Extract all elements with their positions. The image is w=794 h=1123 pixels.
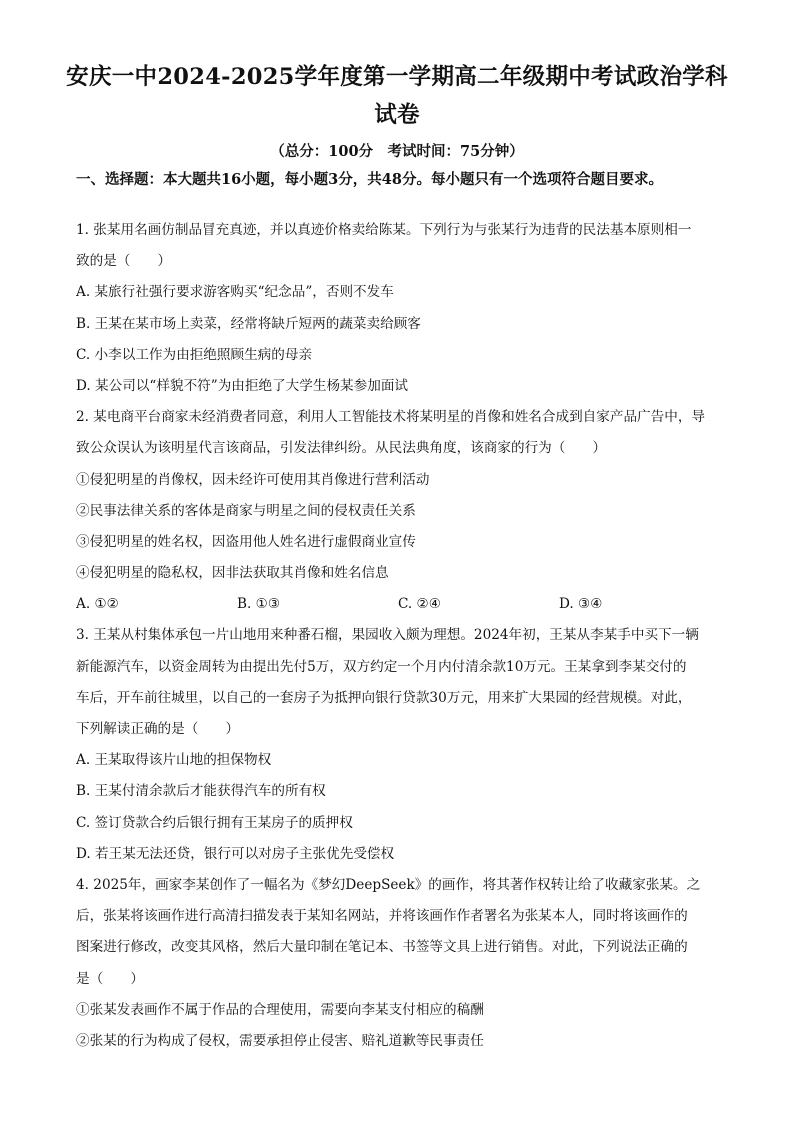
text-line: 后，张某将该画作进行高清扫描发表于某知名网站，并将该画作作者署名为张某本人，同时将该画作的 bbox=[76, 908, 688, 925]
text-line: 致公众误认为该明星代言该商品，引发法律纠纷。从民法典角度，该商家的行为（ ） bbox=[76, 440, 607, 457]
text-line: 1. 张某用名画仿制品冒充真迹，并以真迹价格卖给陈某。下列行为与张某行为违背的民法基本原则相一 bbox=[76, 222, 692, 238]
text-line: 图案进行修改，改变其风格，然后大量印制在笔记本、书签等文具上进行销售。对此，下列说法正确的 bbox=[76, 939, 688, 956]
statement-line: ②民事法律关系的客体是商家与明星之间的侵权责任关系 bbox=[76, 502, 416, 519]
q2-option-b: B. ①③ bbox=[237, 596, 281, 613]
text-line: 3. 王某从村集体承包一片山地用来种番石榴，果园收入颇为理想。2024年初，王某从李某手中买下一辆 bbox=[76, 627, 699, 644]
text-line: 2. 某电商平台商家未经消费者同意，利用人工智能技术将某明星的肖像和姓名合成到自家产品广告中，导 bbox=[76, 409, 706, 426]
text-line: 致的是（ ） bbox=[76, 253, 172, 270]
statement-line: ②张某的行为构成了侵权，需要承担停止侵害、赔礼道歉等民事责任 bbox=[76, 1032, 484, 1049]
text-line: 下列解读正确的是（ ） bbox=[76, 721, 240, 737]
q2-options-row bbox=[76, 589, 726, 620]
text-line: 新能源汽车，以资金周转为由提出先付5万，双方约定一个月内付清余款10万元。王某拿到李某交付的 bbox=[76, 658, 687, 675]
exam-title: 安庆一中2024-2025学年度第一学期高二年级期中考试政治学科试卷 bbox=[66, 64, 728, 128]
option-line: B. 王某付清余款后才能获得汽车的所有权 bbox=[76, 783, 326, 800]
q2-option-d: D. ③④ bbox=[559, 596, 603, 613]
option-line: A. 某旅行社强行要求游客购买“纪念品”，否则不发车 bbox=[76, 284, 394, 301]
text-line: 车后，开车前往城里，以自己的一套房子为抵押向银行贷款30万元，用来扩大果园的经营规模。对此， bbox=[76, 689, 692, 706]
exam-subtitle: （总分：100分 考试时间：75分钟） bbox=[270, 143, 524, 160]
statement-line: ①侵犯明星的肖像权，因未经许可使用其肖像进行营利活动 bbox=[76, 471, 430, 488]
statement-line: ④侵犯明星的隐私权，因非法获取其肖像和姓名信息 bbox=[76, 565, 389, 582]
option-line: C. 签订贷款合约后银行拥有王某房子的质押权 bbox=[76, 814, 353, 831]
q2-option-a: A. ①② bbox=[76, 596, 119, 613]
option-line: A. 王某取得该片山地的担保物权 bbox=[76, 752, 272, 769]
question-body bbox=[76, 215, 726, 1057]
statement-line: ③侵犯明星的姓名权，因盗用他人姓名进行虚假商业宣传 bbox=[76, 533, 416, 550]
section-heading: 一、选择题：本大题共16小题，每小题3分，共48分。每小题只有一个选项符合题目要求。 bbox=[76, 171, 663, 188]
option-line: B. 王某在某市场上卖菜，经常将缺斤短两的蔬菜卖给顾客 bbox=[76, 315, 421, 332]
option-line: D. 若王某无法还贷，银行可以对房子主张优先受偿权 bbox=[76, 845, 395, 862]
option-line: C. 小李以工作为由拒绝照顾生病的母亲 bbox=[76, 346, 313, 363]
text-line: 是（ ） bbox=[76, 970, 144, 987]
statement-line: ①张某发表画作不属于作品的合理使用，需要向李某支付相应的稿酬 bbox=[76, 1001, 484, 1018]
text-line: 4. 2025年，画家李某创作了一幅名为《梦幻DeepSeek》的画作，将其著作权转让给了收藏家张某。之 bbox=[76, 876, 701, 893]
q2-option-c: C. ②④ bbox=[398, 596, 441, 613]
option-line: D. 某公司以“样貌不符”为由拒绝了大学生杨某参加面试 bbox=[76, 377, 409, 394]
